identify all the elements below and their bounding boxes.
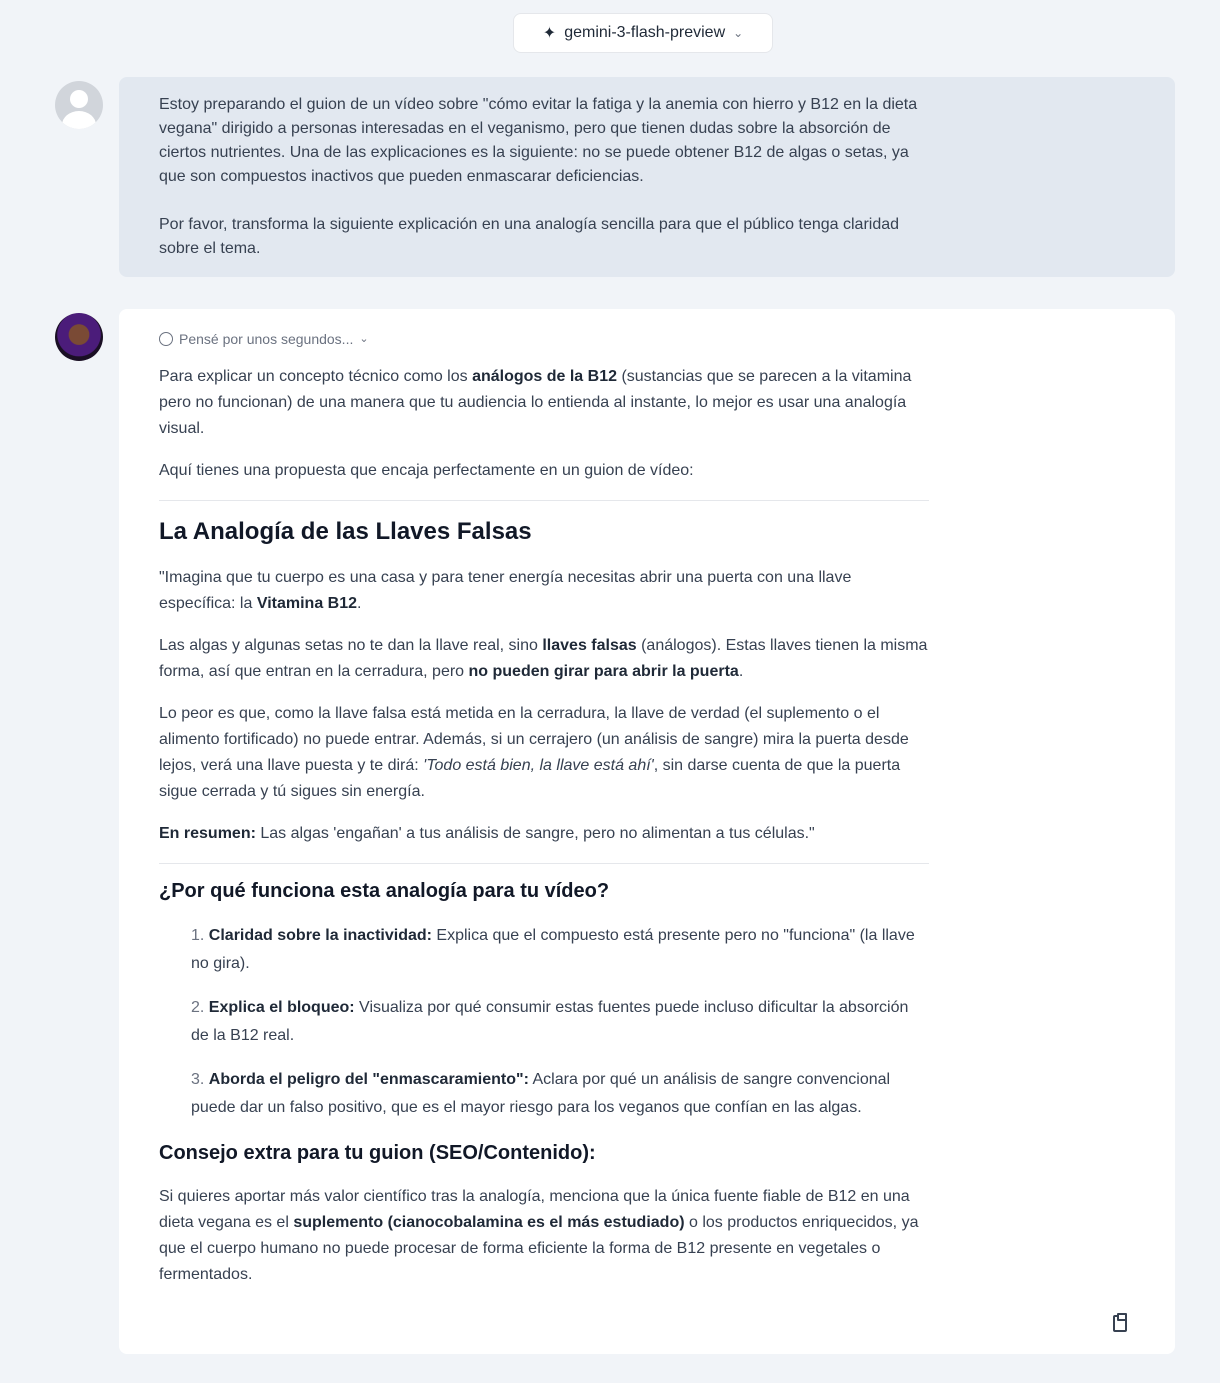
paragraph	[159, 458, 929, 484]
bold-text: análogos de la B12	[472, 368, 617, 385]
text: .	[738, 663, 744, 680]
text: Consejo extra para tu guion (SEO/Contenido):	[159, 1142, 596, 1164]
text: Las algas 'engañan' a tus análisis de sangre, pero no alimentan a tus células."	[255, 825, 815, 842]
model-selector[interactable]	[513, 13, 773, 53]
divider	[159, 500, 929, 501]
paragraph	[159, 1184, 929, 1288]
text: o los productos enriquecidos, ya que el cuerpo humano no puede procesar de forma eficiente la forma de B12 presente en vegetales o fermentados.	[159, 1214, 919, 1283]
bold-text: Aborda el peligro del "enmascaramiento":	[208, 1071, 529, 1088]
chevron-down-icon: ⌄	[359, 333, 369, 345]
list-number: 2.	[191, 999, 205, 1016]
bold-text: llaves falsas	[542, 637, 637, 654]
bold-text: suplemento (cianocobalamina es el más estudiado)	[293, 1214, 685, 1231]
text: .	[357, 595, 362, 612]
paragraph	[159, 565, 929, 617]
text: (análogos). Estas llaves tienen la misma forma, así que entran en la cerradura, pero	[159, 637, 928, 680]
text: Explica que el compuesto está presente pero no "funciona" (la llave no gira).	[191, 927, 915, 972]
text: Visualiza por qué consumir estas fuentes puede incluso dificultar la absorción de la B12 real.	[191, 999, 909, 1044]
divider	[159, 863, 929, 864]
text: Aquí tienes una propuesta que encaja perfectamente en un guion de vídeo:	[159, 462, 694, 479]
text: Si quieres aportar más valor científico tras la analogía, menciona que la única fuente fiable de B12 en una dieta vegana es el	[159, 1188, 910, 1231]
user-message	[119, 77, 1175, 277]
text: La Analogía de las Llaves Falsas	[159, 518, 532, 545]
model-name: gemini-3-flash-preview	[564, 24, 726, 41]
list-item	[191, 1066, 929, 1122]
text: , sin darse cuenta de que la puerta sigue cerrada y tú sigues sin energía.	[159, 757, 901, 800]
paragraph	[159, 821, 929, 847]
bold-text: no pueden girar para abrir la puerta	[468, 663, 739, 680]
italic-text: 'Todo está bien, la llave está ahí'	[423, 757, 654, 774]
bold-text: Vitamina B12	[256, 595, 358, 612]
bold-text: En resumen:	[159, 825, 256, 842]
paragraph	[159, 701, 929, 805]
text: Aclara por qué un análisis de sangre convencional puede dar un falso positivo, que es el mayor riesgo para los veganos que confían en las algas.	[191, 1071, 891, 1116]
list-number: 3.	[191, 1071, 205, 1088]
bold-text: Explica el bloqueo:	[208, 999, 355, 1016]
heading	[159, 1138, 929, 1168]
text: Para explicar un concepto técnico como los	[159, 368, 473, 385]
paragraph	[159, 633, 929, 685]
thinking-label: Pensé por unos segundos...	[179, 331, 354, 347]
thinking-toggle[interactable]	[159, 326, 929, 352]
list-item	[191, 922, 929, 978]
numbered-list	[159, 922, 929, 1122]
list-item	[191, 994, 929, 1050]
text: "Imagina que tu cuerpo es una casa y para tener energía necesitas abrir una puerta con una llave específica: la	[159, 569, 852, 612]
sparkle-icon: ✦	[542, 25, 557, 42]
brain-icon	[159, 332, 173, 346]
user-paragraph: Por favor, transforma la siguiente explicación en una analogía sencilla para que el público tenga claridad sobre el tema.	[159, 216, 900, 257]
bold-text: Claridad sobre la inactividad:	[208, 927, 432, 944]
user-paragraph: Estoy preparando el guion de un vídeo sobre "cómo evitar la fatiga y la anemia con hierro y B12 en la dieta vegana" dirigido a personas interesadas en el veganismo, pero que tienen dudas sobre la absorción de ciertos nutrientes. Una de las explicaciones es la siguiente: no se puede obtener B12 de algas o setas, ya que son compuestos inactivos que pueden enmascarar deficiencias.	[159, 96, 918, 185]
text: Las algas y algunas setas no te dan la llave real, sino	[159, 637, 543, 654]
copy-icon[interactable]	[1113, 1315, 1127, 1332]
assistant-avatar	[55, 313, 103, 361]
list-number: 1.	[191, 927, 205, 944]
text: Lo peor es que, como la llave falsa está metida en la cerradura, la llave de verdad (el suplemento o el alimento fortificado) no puede entrar. Además, si un cerrajero (un análisis de sangre) mira la puerta desde lejos, verá una llave puesta y te dirá:	[159, 705, 909, 774]
text: (sustancias que se parecen a la vitamina pero no funcionan) de una manera que tu audiencia lo entienda al instante, lo mejor es usar una analogía visual.	[159, 368, 912, 437]
chevron-down-icon: ⌄	[733, 26, 744, 40]
text: ¿Por qué funciona esta analogía para tu vídeo?	[159, 880, 610, 902]
heading	[159, 876, 929, 906]
user-avatar	[55, 81, 103, 129]
heading	[159, 513, 929, 551]
paragraph	[159, 364, 929, 442]
assistant-message	[119, 309, 1175, 1354]
